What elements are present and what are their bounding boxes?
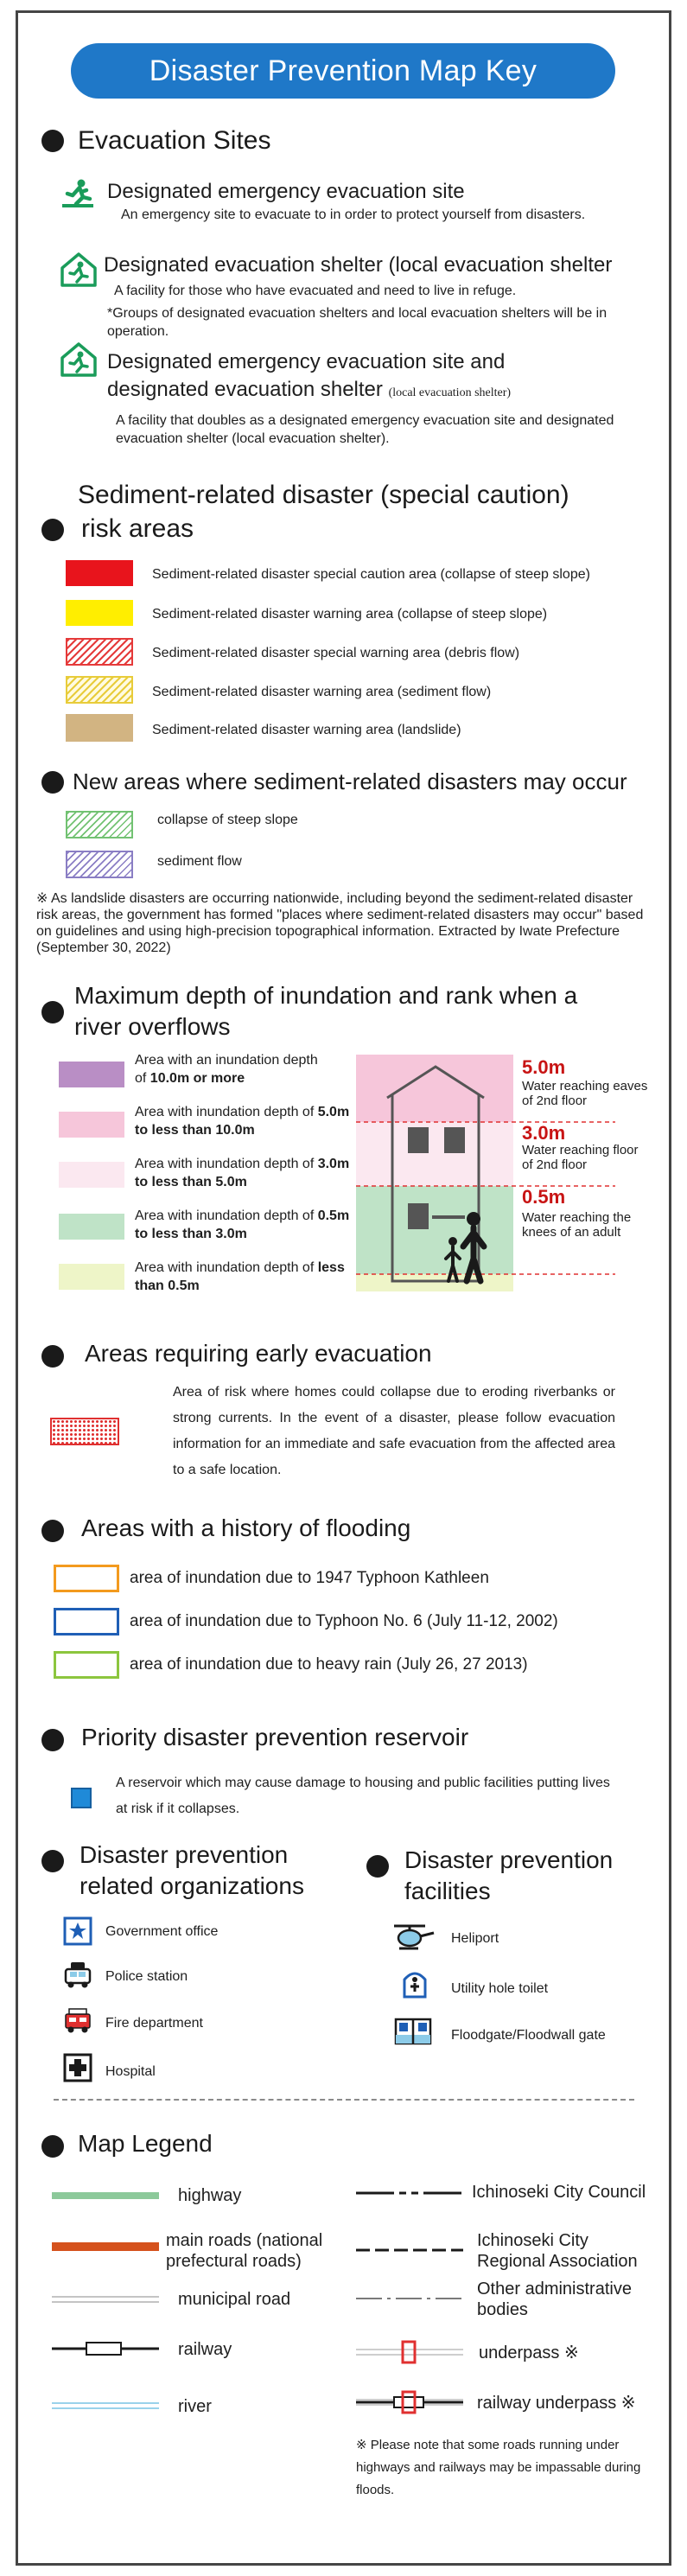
inundation-swatch-1 bbox=[59, 1062, 124, 1087]
inundation-label-2-pre: Area with inundation depth of bbox=[135, 1105, 318, 1119]
government-office-icon bbox=[62, 1916, 93, 1947]
inundation-label-2 bbox=[135, 1103, 351, 1139]
sediment-swatch-4 bbox=[66, 676, 133, 704]
flooding-swatch-1 bbox=[54, 1565, 119, 1592]
level-desc-2-line2: of 2nd floor bbox=[522, 1157, 588, 1172]
inundation-label-2-bold: 5.0m to less than 10.0m bbox=[135, 1105, 350, 1138]
new-area-swatch-2 bbox=[66, 851, 133, 878]
inundation-label-4-bold: 0.5m to less than 3.0m bbox=[135, 1208, 350, 1241]
organizations-heading-line1: Disaster prevention bbox=[80, 1841, 289, 1868]
legend-label-administrative-bodies-line2: bodies bbox=[477, 2300, 528, 2319]
inundation-heading-line1: Maximum depth of inundation and rank when a bbox=[74, 982, 578, 1009]
shelter-note: *Groups of designated evacuation shelters and local evacuation shelters will be in operation. bbox=[107, 306, 607, 339]
running-person-icon bbox=[60, 178, 95, 213]
org-label-4: Hospital bbox=[105, 2064, 156, 2079]
legend-label-main-road-line2: prefectural roads) bbox=[166, 2252, 302, 2271]
organizations-heading-line2: related organizations bbox=[80, 1872, 304, 1899]
level-desc-1 bbox=[522, 1079, 647, 1108]
inundation-label-1-pre: Area with an inundation depth of bbox=[135, 1053, 318, 1086]
flooding-swatch-2 bbox=[54, 1608, 119, 1636]
river-line bbox=[52, 2400, 159, 2412]
section-bullet bbox=[41, 1850, 64, 1872]
railway-underpass-symbol bbox=[356, 2389, 463, 2415]
main-road-line bbox=[52, 2241, 159, 2253]
org-label-3: Fire department bbox=[105, 2016, 203, 2031]
legend-note: ※ Please note that some roads running under highways and railways may be impassable during floods. bbox=[356, 2438, 641, 2497]
level-desc-1-line1: Water reaching eaves bbox=[522, 1079, 648, 1094]
evacuation-heading: Evacuation Sites bbox=[78, 126, 271, 155]
section-bullet bbox=[41, 1001, 64, 1023]
early-heading: Areas requiring early evacuation bbox=[85, 1340, 432, 1367]
level-desc-2-line1: Water reaching floor bbox=[522, 1143, 639, 1157]
utility-hole-toilet-icon bbox=[399, 1967, 430, 1999]
combined-label-line2 bbox=[107, 377, 511, 406]
sediment-label-5: Sediment-related disaster warning area (landslide) bbox=[152, 723, 461, 737]
inundation-label-3 bbox=[135, 1155, 351, 1191]
legend-label-administrative-bodies bbox=[477, 2279, 632, 2320]
section-bullet bbox=[41, 519, 64, 541]
level-desc-2 bbox=[522, 1143, 639, 1172]
inundation-label-5-pre: Area with inundation depth of bbox=[135, 1260, 318, 1275]
legend-label-city-council: Ichinoseki City Council bbox=[472, 2183, 646, 2202]
legend-label-main-road bbox=[166, 2230, 322, 2272]
inundation-label-1-bold: 10.0m or more bbox=[149, 1071, 245, 1086]
inundation-label-1 bbox=[135, 1051, 325, 1087]
legend-label-regional-association bbox=[477, 2230, 638, 2272]
hospital-icon bbox=[62, 2052, 93, 2083]
legend-label-main-road-line1: main roads (national bbox=[166, 2231, 323, 2250]
facility-label-3: Floodgate/Floodwall gate bbox=[451, 2028, 606, 2043]
new-areas-note: ※ As landslide disasters are occurring nationwide, including beyond the sediment-related disaster risk areas, the government has formed "places where sediment-related disasters may occur" based on guidelines and using high-precision topographical information. Extracted by Iwate Prefecture (September 30, 2022) bbox=[36, 891, 644, 955]
page-title bbox=[71, 43, 615, 99]
level-desc-3-line1: Water reaching the bbox=[522, 1210, 632, 1225]
municipal-road-line bbox=[52, 2294, 159, 2305]
legend-label-railway-underpass: railway underpass ※ bbox=[477, 2394, 636, 2413]
inundation-swatch-4 bbox=[59, 1214, 124, 1240]
new-area-label-2: sediment flow bbox=[157, 854, 242, 869]
sediment-label-1: Sediment-related disaster special caution area (collapse of steep slope) bbox=[152, 567, 590, 582]
site-desc: An emergency site to evacuate to in order to protect yourself from disasters. bbox=[121, 207, 586, 222]
facility-label-2: Utility hole toilet bbox=[451, 1981, 549, 1996]
inundation-label-5 bbox=[135, 1259, 351, 1295]
flooding-swatch-3 bbox=[54, 1651, 119, 1679]
flooding-heading: Areas with a history of flooding bbox=[81, 1514, 411, 1541]
shelter-icon bbox=[59, 251, 99, 287]
level-value-1: 5.0m bbox=[522, 1056, 566, 1078]
legend-label-regional-association-line1: Ichinoseki City bbox=[477, 2231, 588, 2250]
new-areas-heading: New areas where sediment-related disasters may occur bbox=[73, 768, 627, 794]
section-bullet bbox=[41, 771, 64, 794]
sediment-swatch-2 bbox=[66, 600, 133, 626]
shelter-desc: A facility for those who have evacuated and need to live in refuge. bbox=[114, 284, 517, 298]
sediment-heading-line1: Sediment-related disaster (special caution) bbox=[78, 481, 569, 509]
section-bullet bbox=[41, 1520, 64, 1542]
reservoir-heading: Priority disaster prevention reservoir bbox=[81, 1724, 469, 1750]
sediment-swatch-1 bbox=[66, 560, 133, 586]
sediment-heading-line2: risk areas bbox=[81, 514, 194, 543]
railway-line bbox=[52, 2341, 159, 2356]
section-divider bbox=[54, 2099, 634, 2101]
shelter-label: Designated evacuation shelter (local evacuation shelter bbox=[104, 253, 613, 277]
section-bullet bbox=[41, 130, 64, 152]
highway-line bbox=[52, 2189, 159, 2203]
city-council-boundary-line bbox=[356, 2189, 463, 2197]
sediment-label-2: Sediment-related disaster warning area (collapse of steep slope) bbox=[152, 607, 548, 622]
floodgate-icon bbox=[392, 2014, 434, 2047]
early-evacuation-swatch bbox=[50, 1418, 119, 1445]
page-title-text: Disaster Prevention Map Key bbox=[149, 54, 538, 87]
section-bullet bbox=[41, 2135, 64, 2158]
site-label: Designated emergency evacuation site bbox=[107, 180, 465, 203]
org-label-1: Government office bbox=[105, 1924, 219, 1939]
sediment-swatch-5 bbox=[66, 714, 133, 742]
legend-heading: Map Legend bbox=[78, 2130, 213, 2157]
level-desc-1-line2: of 2nd floor bbox=[522, 1094, 588, 1108]
legend-label-municipal-road: municipal road bbox=[178, 2290, 291, 2309]
sediment-label-3: Sediment-related disaster special warning area (debris flow) bbox=[152, 646, 520, 660]
section-bullet bbox=[366, 1855, 389, 1878]
level-desc-3 bbox=[522, 1210, 631, 1240]
combined-label-line2-text: designated evacuation shelter bbox=[107, 378, 383, 401]
section-bullet bbox=[41, 1729, 64, 1751]
legend-label-administrative-bodies-line1: Other administrative bbox=[477, 2280, 632, 2299]
inundation-swatch-5 bbox=[59, 1264, 124, 1290]
inundation-label-5-bold: less than 0.5m bbox=[135, 1260, 345, 1293]
inundation-label-3-bold: 3.0m to less than 5.0m bbox=[135, 1157, 350, 1189]
level-value-3: 0.5m bbox=[522, 1186, 566, 1208]
combined-desc: A facility that doubles as a designated emergency evacuation site and designated evacuation shelter (local evacuation shelter). bbox=[116, 413, 614, 446]
new-area-swatch-1 bbox=[66, 811, 133, 838]
legend-label-highway: highway bbox=[178, 2186, 242, 2205]
underpass-symbol bbox=[356, 2339, 463, 2365]
flooding-label-1: area of inundation due to 1947 Typhoon Kathleen bbox=[130, 1569, 489, 1587]
early-desc: Area of risk where homes could collapse due to eroding riverbanks or strong currents. In the event of a disaster, please follow evacuation information for an immediate and safe evacuation from the affected area to a safe location. bbox=[173, 1385, 615, 1477]
org-label-2: Police station bbox=[105, 1969, 188, 1984]
fire-department-icon bbox=[62, 2004, 93, 2035]
inundation-swatch-3 bbox=[59, 1162, 124, 1188]
facility-label-1: Heliport bbox=[451, 1931, 499, 1946]
sediment-swatch-3 bbox=[66, 638, 133, 666]
police-station-icon bbox=[62, 1959, 93, 1990]
inundation-label-4-pre: Area with inundation depth of bbox=[135, 1208, 318, 1223]
inundation-label-3-pre: Area with inundation depth of bbox=[135, 1157, 318, 1171]
level-desc-3-line2: knees of an adult bbox=[522, 1225, 621, 1240]
shelter-site-icon bbox=[59, 341, 99, 377]
reservoir-desc: A reservoir which may cause damage to housing and public facilities putting lives at risk if it collapses. bbox=[116, 1776, 610, 1816]
sediment-label-4: Sediment-related disaster warning area (sediment flow) bbox=[152, 685, 492, 699]
new-area-label-1: collapse of steep slope bbox=[157, 813, 298, 827]
section-bullet bbox=[41, 1345, 64, 1368]
inundation-swatch-2 bbox=[59, 1112, 124, 1138]
inundation-label-4 bbox=[135, 1207, 351, 1243]
administrative-body-boundary-line bbox=[356, 2294, 463, 2303]
facilities-heading-line2: facilities bbox=[404, 1878, 491, 1904]
legend-label-river: river bbox=[178, 2397, 212, 2416]
inundation-heading-line2: river overflows bbox=[74, 1013, 231, 1040]
flooding-label-2: area of inundation due to Typhoon No. 6 (July 11-12, 2002) bbox=[130, 1612, 558, 1630]
legend-label-regional-association-line2: Regional Association bbox=[477, 2252, 638, 2271]
level-value-2: 3.0m bbox=[522, 1122, 566, 1144]
facilities-heading-line1: Disaster prevention bbox=[404, 1846, 614, 1873]
regional-association-boundary-line bbox=[356, 2246, 463, 2254]
legend-label-underpass: underpass ※ bbox=[479, 2343, 579, 2362]
reservoir-swatch bbox=[71, 1788, 92, 1808]
heliport-icon bbox=[391, 1921, 437, 1952]
combined-label-small: (local evacuation shelter) bbox=[388, 386, 512, 399]
legend-label-railway: railway bbox=[178, 2340, 232, 2359]
combined-label-line1: Designated emergency evacuation site and bbox=[107, 350, 506, 373]
flooding-label-3: area of inundation due to heavy rain (July 26, 27 2013) bbox=[130, 1655, 528, 1674]
